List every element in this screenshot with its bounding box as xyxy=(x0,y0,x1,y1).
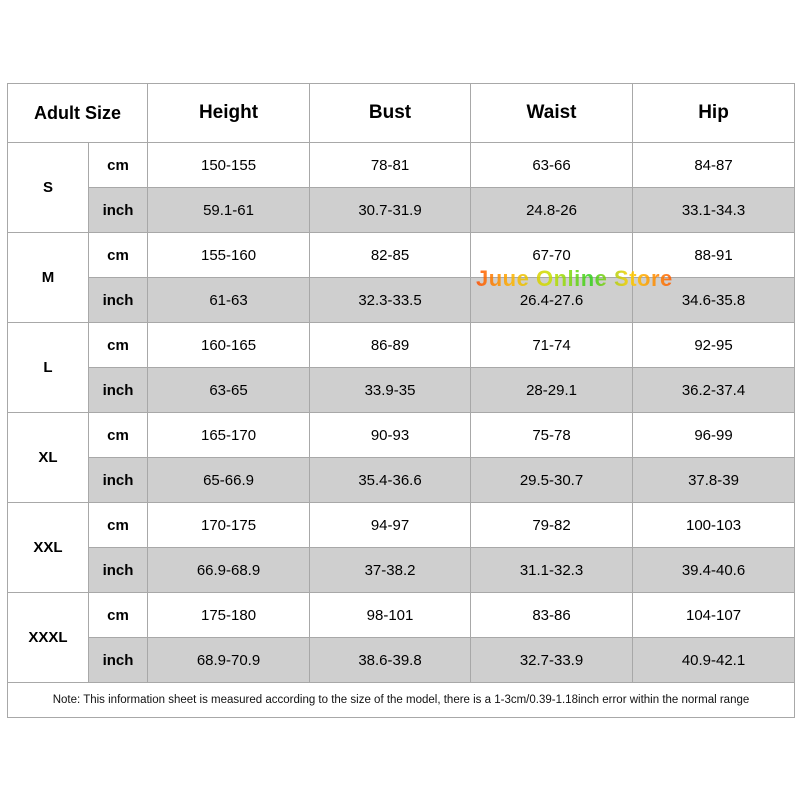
size-label: S xyxy=(8,143,89,233)
table-row xyxy=(8,593,795,638)
unit-label: cm xyxy=(89,593,148,638)
size-label: XXL xyxy=(8,503,89,593)
header-adult-size: Adult Size xyxy=(8,84,148,143)
waist-cell: 28-29.1 xyxy=(471,368,633,413)
hip-cell: 84-87 xyxy=(633,143,795,188)
header-row xyxy=(8,84,795,143)
table-row xyxy=(8,503,795,548)
height-cell: 66.9-68.9 xyxy=(148,548,310,593)
unit-label: cm xyxy=(89,413,148,458)
bust-cell: 35.4-36.6 xyxy=(310,458,471,503)
waist-cell: 75-78 xyxy=(471,413,633,458)
bust-cell: 86-89 xyxy=(310,323,471,368)
note-row xyxy=(8,683,795,718)
table-row xyxy=(8,458,795,503)
height-cell: 59.1-61 xyxy=(148,188,310,233)
waist-cell: 79-82 xyxy=(471,503,633,548)
bust-cell: 98-101 xyxy=(310,593,471,638)
table-row xyxy=(8,188,795,233)
hip-cell: 39.4-40.6 xyxy=(633,548,795,593)
table-row xyxy=(8,233,795,278)
bust-cell: 32.3-33.5 xyxy=(310,278,471,323)
bust-cell: 30.7-31.9 xyxy=(310,188,471,233)
size-label: XXXL xyxy=(8,593,89,683)
waist-cell: 24.8-26 xyxy=(471,188,633,233)
table-row xyxy=(8,278,795,323)
unit-label: inch xyxy=(89,368,148,413)
hip-cell: 104-107 xyxy=(633,593,795,638)
bust-cell: 37-38.2 xyxy=(310,548,471,593)
height-cell: 160-165 xyxy=(148,323,310,368)
waist-cell: 32.7-33.9 xyxy=(471,638,633,683)
hip-cell: 88-91 xyxy=(633,233,795,278)
unit-label: cm xyxy=(89,233,148,278)
hip-cell: 36.2-37.4 xyxy=(633,368,795,413)
unit-label: cm xyxy=(89,323,148,368)
table-row xyxy=(8,323,795,368)
bust-cell: 38.6-39.8 xyxy=(310,638,471,683)
unit-label: cm xyxy=(89,143,148,188)
height-cell: 68.9-70.9 xyxy=(148,638,310,683)
table-row xyxy=(8,368,795,413)
hip-cell: 92-95 xyxy=(633,323,795,368)
height-cell: 165-170 xyxy=(148,413,310,458)
waist-cell: 71-74 xyxy=(471,323,633,368)
height-cell: 63-65 xyxy=(148,368,310,413)
unit-label: inch xyxy=(89,458,148,503)
hip-cell: 33.1-34.3 xyxy=(633,188,795,233)
header-height: Height xyxy=(148,84,310,143)
unit-label: inch xyxy=(89,188,148,233)
waist-cell: 31.1-32.3 xyxy=(471,548,633,593)
bust-cell: 78-81 xyxy=(310,143,471,188)
size-chart xyxy=(7,83,794,715)
size-label: M xyxy=(8,233,89,323)
hip-cell: 96-99 xyxy=(633,413,795,458)
height-cell: 155-160 xyxy=(148,233,310,278)
header-hip: Hip xyxy=(633,84,795,143)
waist-cell: 29.5-30.7 xyxy=(471,458,633,503)
hip-cell: 40.9-42.1 xyxy=(633,638,795,683)
size-chart-table xyxy=(7,83,795,718)
hip-cell: 37.8-39 xyxy=(633,458,795,503)
disclaimer-note: Note: This information sheet is measured according to the size of the model, there is a 1-3cm/0.39-1.18inch error within the normal range xyxy=(8,683,795,718)
height-cell: 65-66.9 xyxy=(148,458,310,503)
table-row xyxy=(8,413,795,458)
height-cell: 170-175 xyxy=(148,503,310,548)
unit-label: inch xyxy=(89,548,148,593)
table-row xyxy=(8,143,795,188)
bust-cell: 33.9-35 xyxy=(310,368,471,413)
hip-cell: 100-103 xyxy=(633,503,795,548)
bust-cell: 94-97 xyxy=(310,503,471,548)
table-row xyxy=(8,638,795,683)
waist-cell: 83-86 xyxy=(471,593,633,638)
header-waist: Waist xyxy=(471,84,633,143)
size-label: L xyxy=(8,323,89,413)
waist-cell: 26.4-27.6 xyxy=(471,278,633,323)
bust-cell: 90-93 xyxy=(310,413,471,458)
unit-label: cm xyxy=(89,503,148,548)
waist-cell: 63-66 xyxy=(471,143,633,188)
unit-label: inch xyxy=(89,278,148,323)
height-cell: 150-155 xyxy=(148,143,310,188)
header-bust: Bust xyxy=(310,84,471,143)
unit-label: inch xyxy=(89,638,148,683)
height-cell: 61-63 xyxy=(148,278,310,323)
table-row xyxy=(8,548,795,593)
size-label: XL xyxy=(8,413,89,503)
hip-cell: 34.6-35.8 xyxy=(633,278,795,323)
height-cell: 175-180 xyxy=(148,593,310,638)
bust-cell: 82-85 xyxy=(310,233,471,278)
waist-cell: 67-70 xyxy=(471,233,633,278)
